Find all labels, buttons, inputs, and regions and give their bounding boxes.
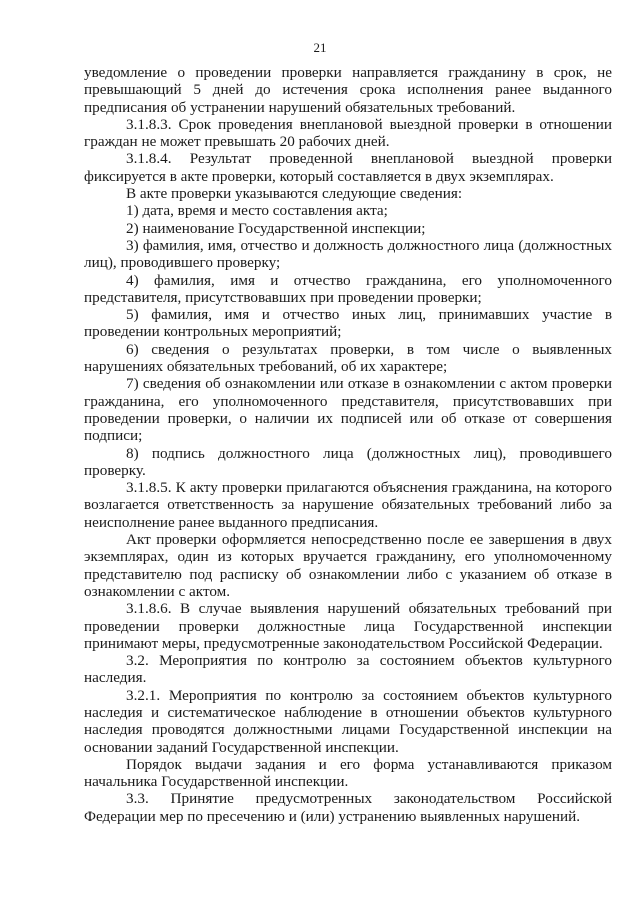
paragraph-act-drafting: Акт проверки оформляется непосредственно после ее завершения в двух экземплярах, один из которых вручается гражданину, его уполномоченному представителю под расписку об ознакомлении либо с указанием об отказе в ознакомлении с актом. (84, 531, 612, 600)
list-item-1: 1) дата, время и место составления акта; (126, 202, 388, 220)
paragraph-3-1-8-6: 3.1.8.6. В случае выявления нарушений обязательных требований при проведении проверки должностные лица Государственной инспекции принимают меры, предусмотренные законодательством Российской Федерации. (84, 600, 612, 652)
list-item-5: 5) фамилия, имя и отчество иных лиц, принимавших участие в проведении контрольных мероприятий; (84, 306, 612, 341)
paragraph-3-1-8-5: 3.1.8.5. К акту проверки прилагаются объяснения гражданина, на которого возлагается ответственность за нарушение обязательных требований либо за неисполнение ранее выданного предписания. (84, 479, 612, 531)
list-item-4: 4) фамилия, имя и отчество гражданина, его уполномоченного представителя, присутствовавших при проведении проверки; (84, 271, 612, 306)
paragraph-act-contents-intro: В акте проверки указываются следующие сведения: (126, 185, 463, 203)
list-item-6: 6) сведения о результатах проверки, в том числе о выявленных нарушениях обязательных требований, об их характере; (84, 340, 612, 376)
section-heading-3-3: 3.3. Принятие предусмотренных законодательством Российской Федерации мер по пресечению и (или) устранению выявленных нарушений. (84, 790, 612, 825)
section-heading-3-2: 3.2. Мероприятия по контролю за состоянием объектов культурного наследия. (84, 652, 612, 687)
paragraph-3-1-8-3: 3.1.8.3. Срок проведения внеплановой выездной проверки в отношении граждан не может превышать 20 рабочих дней. (84, 115, 612, 151)
list-item-8: 8) подпись должностного лица (должностных лиц), проводившего проверку. (84, 444, 612, 479)
page-number: 21 (313, 40, 327, 55)
list-item-7: 7) сведения об ознакомлении или отказе в ознакомлении с актом проверки гражданина, его уполномоченного представителя, присутствовавших при проведении проверки, о наличии их подписей или об отказе от совершения подписи; (84, 375, 612, 445)
list-item-2: 2) наименование Государственной инспекции; (126, 219, 426, 237)
paragraph-assignment-procedure: Порядок выдачи задания и его форма устанавливаются приказом начальника Государственной инспекции. (84, 755, 612, 791)
paragraph-3-2-1: 3.2.1. Мероприятия по контролю за состоянием объектов культурного наследия и систематическое наблюдение в отношении объектов культурного наследия проводятся должностными лицами Государственной инспекции на основании заданий Государственной инспекции. (84, 686, 612, 756)
list-item-3: 3) фамилия, имя, отчество и должность должностного лица (должностных лиц), проводившего проверку; (84, 236, 612, 272)
paragraph-notification-deadline: уведомление о проведении проверки направляется гражданину в срок, не превышающий 5 дней до истечения срока исполнения ранее выданного предписания об устранении нарушений обязательных требований. (84, 64, 612, 116)
document-body (84, 64, 612, 825)
paragraph-3-1-8-4: 3.1.8.4. Результат проведенной внеплановой выездной проверки фиксируется в акте проверки, который составляется в двух экземплярах. (84, 150, 612, 185)
